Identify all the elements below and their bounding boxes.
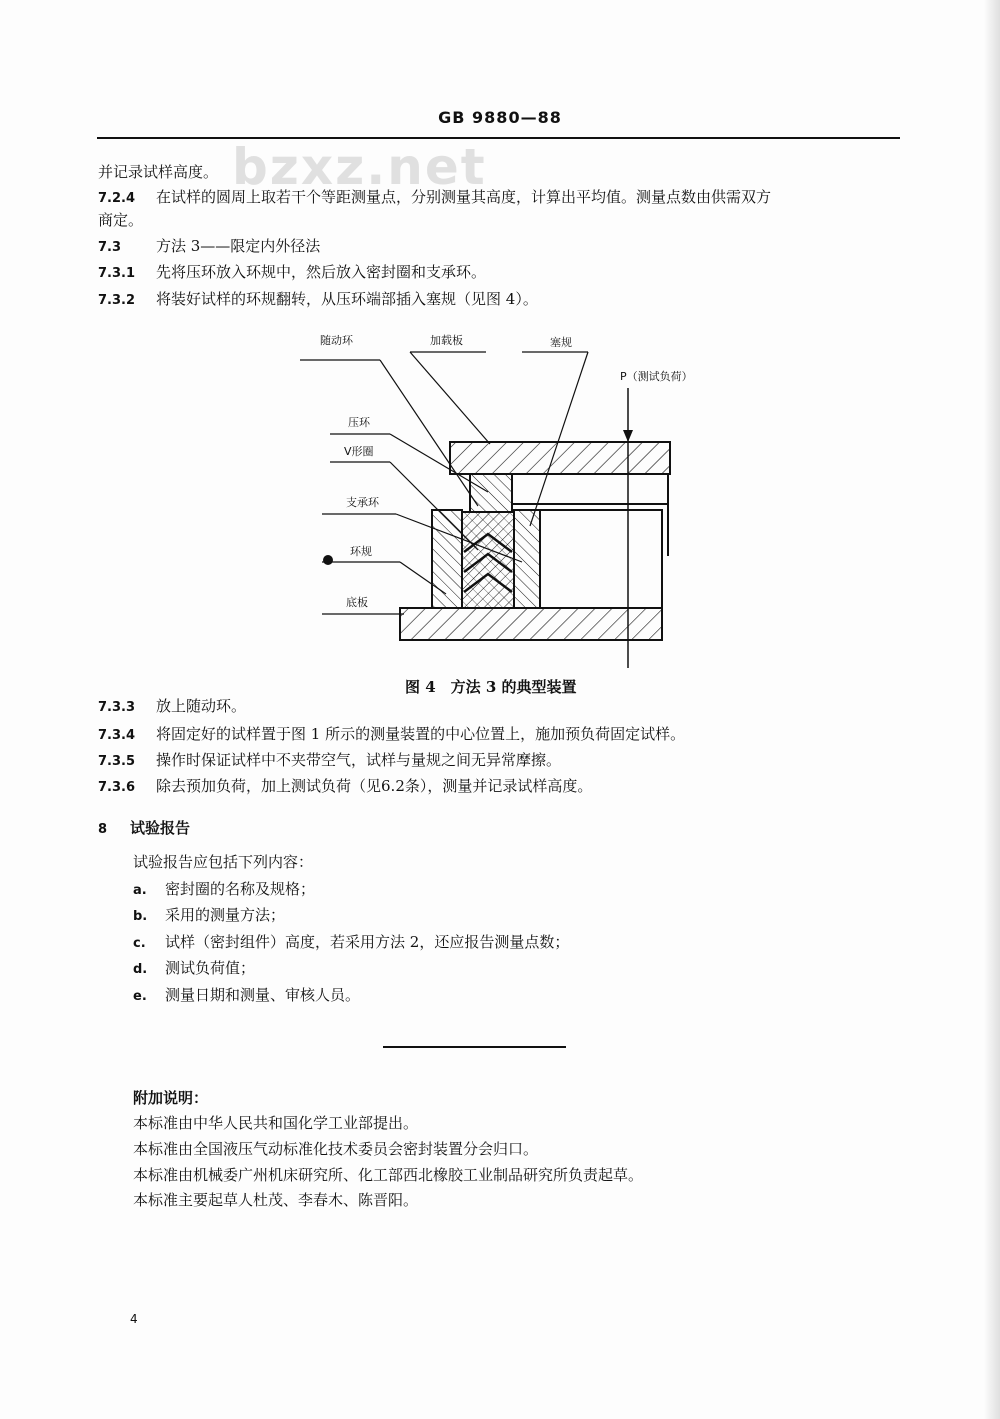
section-text: 将装好试样的环规翻转，从压环端部插入塞规（见图 4）。 [156,290,538,308]
list-marker: b. [133,909,148,924]
label-support-ring: 支承环 [346,496,379,509]
header-rule [97,137,900,139]
list-marker: d. [133,962,148,977]
section-text: 操作时保证试样中不夹带空气，试样与量规之间无异常摩擦。 [156,751,562,769]
list-item [133,932,569,954]
section-number: 7.3.5 [98,754,136,769]
page-number: 4 [130,1312,138,1326]
list-item [133,958,255,980]
label-v-ring: V形圈 [344,445,374,458]
section-number: 7.2.4 [98,191,136,206]
report-intro: 试验报告应包括下列内容： [133,853,314,871]
ring-gauge-left [432,510,462,608]
section-7-2-4 [98,187,771,209]
continuation-text: 并记录试样高度。 [98,163,219,181]
list-text: 密封圈的名称及规格； [165,880,316,898]
section-number: 7.3 [98,240,122,255]
section-number: 7.3.3 [98,700,136,715]
list-marker: a. [133,883,147,898]
list-text: 测试负荷值； [165,959,256,977]
appendix-line: 本标准由机械委广州机床研究所、化工部西北橡胶工业制品研究所负责起草。 [133,1166,644,1184]
page-edge-shadow [984,0,1000,1419]
section-number: 7.3.4 [98,728,136,743]
label-follower-ring: 随动环 [320,334,353,347]
section-text: 将固定好的试样置于图 1 所示的测量装置的中心位置上，施加预负荷固定试样。 [156,725,686,743]
label-plug-gauge: 塞规 [550,336,572,349]
bullet-mark [323,555,333,565]
appendix-line: 本标准由全国液压气动标准化技术委员会密封装置分会归口。 [133,1140,539,1158]
end-rule [383,1046,566,1048]
section-heading: 方法 3——限定内外径法 [156,237,321,255]
list-item [133,985,360,1007]
watermark: bzxz.net [232,138,487,196]
list-marker: e. [133,989,147,1004]
section-number: 7.3.1 [98,266,136,281]
label-base-plate: 底板 [346,596,368,609]
base-plate [400,608,662,640]
section-text: 在试样的圆周上取若干个等距测量点，分别测量其高度，计算出平均值。测量点数由供需双方 [156,188,772,206]
load-plate [450,442,670,474]
list-text: 试样（密封组件）高度，若采用方法 2，还应报告测量点数； [165,933,570,951]
label-load-plate: 加载板 [430,334,463,347]
label-pressure-ring: 压环 [348,416,370,429]
list-item [133,905,285,927]
list-item [133,879,315,901]
pressure-ring [470,474,512,512]
section-7-3-2 [98,289,538,311]
appendix-title: 附加说明： [133,1089,209,1107]
appendix-line: 本标准由中华人民共和国化学工业部提出。 [133,1114,419,1132]
follower-ring [512,474,668,504]
section-text: 放上随动环。 [156,697,247,715]
section-title: 试验报告 [130,819,191,837]
section-7-2-4-cont: 商定。 [98,211,144,229]
section-number: 8 [98,822,108,837]
section-7-3-3 [98,696,246,718]
figure-4-diagram [300,326,720,672]
section-7-3-6 [98,776,592,798]
section-7-3-1 [98,262,486,284]
list-marker: c. [133,936,146,951]
section-8-heading [98,818,190,840]
section-number: 7.3.2 [98,293,136,308]
section-number: 7.3.6 [98,780,136,795]
figure-caption: 图 4 方法 3 的典型装置 [405,678,577,696]
list-text: 测量日期和测量、审核人员。 [165,986,361,1004]
apparatus-body [540,504,668,608]
section-7-3-4 [98,724,685,746]
section-7-3-5 [98,750,561,772]
label-ring-gauge: 环规 [350,545,372,558]
appendix-line: 本标准主要起草人杜茂、李春木、陈晋阳。 [133,1191,419,1209]
section-text: 除去预加负荷，加上测试负荷（见6.2条），测量并记录试样高度。 [156,777,593,795]
plug-gauge [514,510,540,608]
section-text: 先将压环放入环规中，然后放入密封圈和支承环。 [156,263,487,281]
list-text: 采用的测量方法； [165,906,286,924]
document-header: GB 9880—88 [438,108,562,127]
label-test-load: P（测试负荷） [620,370,693,383]
section-7-3 [98,236,320,258]
